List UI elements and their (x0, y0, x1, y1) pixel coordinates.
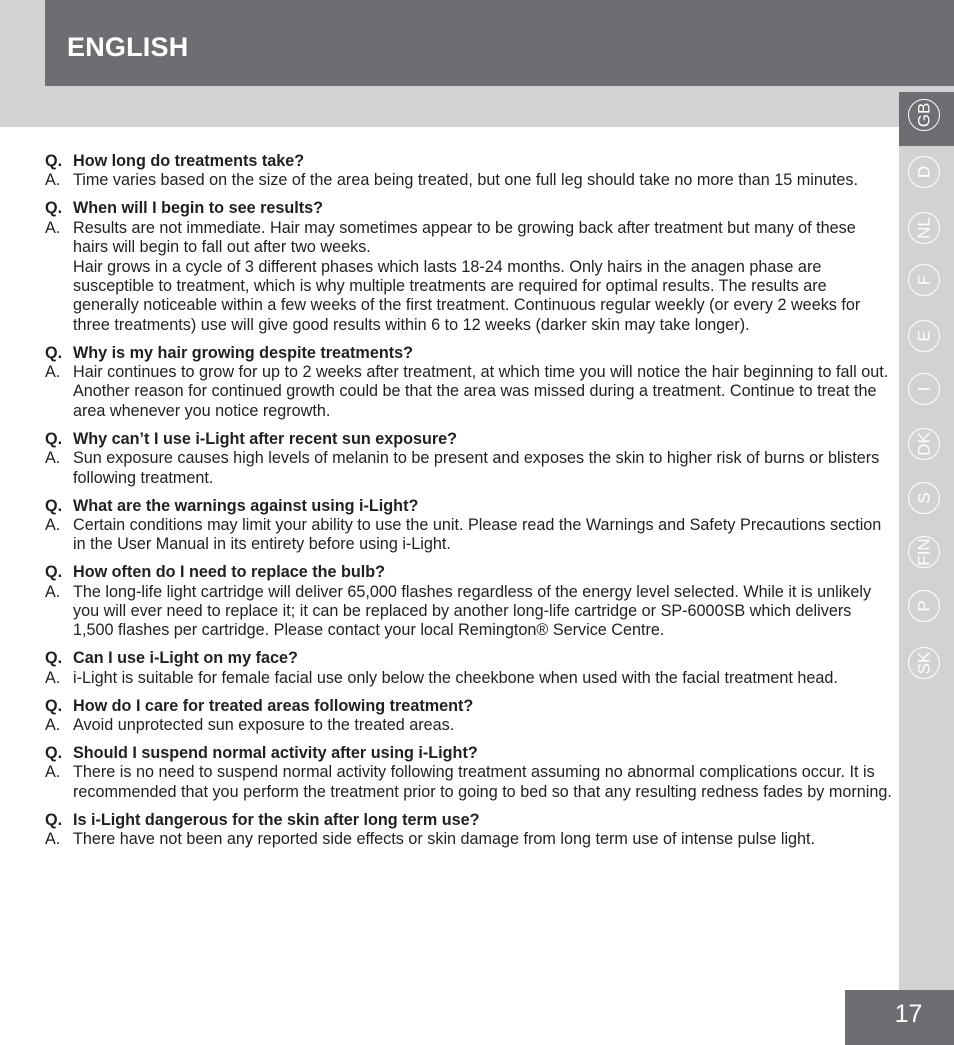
language-code: S (914, 492, 934, 504)
language-tab-sk[interactable] (908, 647, 940, 679)
faq-question (45, 497, 893, 516)
language-tab-i[interactable] (908, 373, 940, 405)
faq-item (45, 697, 893, 736)
language-tab-e[interactable] (908, 320, 940, 352)
language-code: I (914, 386, 934, 392)
question-label: Q. (45, 496, 63, 515)
faq-item (45, 430, 893, 488)
language-tab-gb[interactable] (908, 99, 940, 131)
faq-answer (45, 830, 893, 849)
faq-content (45, 152, 893, 858)
header-bar (45, 0, 954, 86)
answer-label: A. (45, 668, 61, 687)
faq-question (45, 744, 893, 763)
language-code: FIN (914, 538, 934, 566)
faq-answer (45, 763, 893, 802)
page-title: ENGLISH (67, 32, 189, 62)
faq-question (45, 199, 893, 218)
language-tab-s[interactable] (908, 482, 940, 514)
faq-item (45, 649, 893, 688)
answer-text: Hair grows in a cycle of 3 different phases which lasts 18-24 months. Only hairs in the anagen phase are susceptible to treatment, which is why multiple treatments are required for optimal results. The results are generally noticeable within a few weeks of the first treatment. Continuous regular weekly (or every 2 weeks for three treatments) use will give good results within 6 to 12 weeks (darker skin may take longer). (73, 257, 861, 334)
question-label: Q. (45, 152, 63, 170)
answer-text: Avoid unprotected sun exposure to the treated areas. (73, 716, 455, 735)
faq-answer (45, 449, 893, 488)
language-tab-dk[interactable] (908, 428, 940, 460)
answer-text: i-Light is suitable for female facial use only below the cheekbone when used with the facial treatment head. (73, 668, 838, 687)
question-label: Q. (45, 343, 63, 362)
answer-text: Hair continues to grow for up to 2 weeks after treatment, at which time you will notice the hair beginning to fall out. Another reason for continued growth could be that the area was missed during a treatment. Continue to treat the area whenever you notice regrowth. (73, 363, 889, 420)
answer-label: A. (45, 171, 61, 190)
answer-text: The long-life light cartridge will deliver 65,000 flashes regardless of the energy level selected. While it is unlikely you will ever need to replace it; it can be replaced by another long-life cartridge or SP-6000SB which delivers 1,500 flashes per cartridge. Please contact your local Remington® Service Centre. (73, 582, 872, 640)
language-tab-f[interactable] (908, 264, 940, 296)
faq-answer (45, 219, 893, 335)
language-code: DK (914, 432, 934, 456)
question-label: Q. (45, 810, 63, 829)
language-tab-d[interactable] (908, 156, 940, 188)
question-text: How often do I need to replace the bulb? (73, 563, 386, 582)
faq-question (45, 152, 893, 171)
question-text: Should I suspend normal activity after using i-Light? (73, 743, 478, 762)
faq-question (45, 563, 893, 582)
language-code: P (914, 600, 934, 612)
answer-text: There is no need to suspend normal activity following treatment assuming no abnormal complications occur. It is recommended that you perform the treatment prior to going to bed so that any resulting redness fades by morning. (73, 763, 892, 801)
page-number-box (845, 990, 954, 1045)
language-tab-fin[interactable] (908, 536, 940, 568)
question-text: Why is my hair growing despite treatments? (73, 343, 414, 362)
answer-text: Certain conditions may limit your ability to use the unit. Please read the Warnings and Safety Precautions section in the User Manual in its entirety before using i-Light. (73, 515, 882, 554)
question-text: How long do treatments take? (73, 152, 305, 170)
language-tab-p[interactable] (908, 590, 940, 622)
question-text: When will I begin to see results? (73, 199, 324, 218)
question-label: Q. (45, 743, 63, 762)
faq-item (45, 199, 893, 335)
question-label: Q. (45, 696, 63, 715)
faq-question (45, 344, 893, 363)
question-label: Q. (45, 199, 63, 218)
faq-answer (45, 716, 893, 735)
answer-label: A. (45, 582, 61, 601)
language-code: NL (914, 217, 934, 239)
question-label: Q. (45, 563, 63, 582)
answer-text: Results are not immediate. Hair may sometimes appear to be growing back after treatment but many of these hairs will begin to fall out after two weeks. (73, 218, 856, 257)
faq-answer (45, 669, 893, 688)
faq-question (45, 697, 893, 716)
language-code: GB (914, 102, 934, 128)
faq-item (45, 563, 893, 641)
language-tab-nl[interactable] (908, 212, 940, 244)
faq-answer (45, 363, 893, 421)
faq-question (45, 811, 893, 830)
answer-text: There have not been any reported side effects or skin damage from long term use of intense pulse light. (73, 830, 816, 849)
page-number: 17 (894, 1000, 923, 1028)
answer-label: A. (45, 763, 61, 782)
answer-text: Time varies based on the size of the area being treated, but one full leg should take no more than 15 minutes. (73, 171, 858, 190)
language-code: F (914, 274, 934, 286)
answer-label: A. (45, 515, 61, 534)
faq-answer (45, 583, 893, 641)
question-label: Q. (45, 649, 63, 668)
question-text: What are the warnings against using i-Light? (73, 496, 419, 515)
answer-label: A. (45, 363, 61, 382)
question-text: Is i-Light dangerous for the skin after long term use? (73, 810, 480, 829)
language-code: SK (914, 651, 934, 675)
faq-question (45, 649, 893, 668)
language-code: D (914, 165, 934, 179)
faq-answer (45, 171, 893, 190)
answer-text: Sun exposure causes high levels of melanin to be present and exposes the skin to higher risk of burns or blisters following treatment. (73, 449, 880, 487)
question-text: Why can’t I use i-Light after recent sun exposure? (73, 429, 458, 448)
question-text: Can I use i-Light on my face? (73, 649, 298, 668)
faq-item (45, 744, 893, 802)
answer-label: A. (45, 218, 61, 237)
faq-question (45, 430, 893, 449)
question-text: How do I care for treated areas following treatment? (73, 696, 474, 715)
answer-label: A. (45, 716, 61, 735)
faq-answer (45, 516, 893, 555)
answer-label: A. (45, 449, 61, 468)
faq-item (45, 344, 893, 422)
answer-label: A. (45, 830, 61, 849)
faq-item (45, 497, 893, 555)
faq-item (45, 811, 893, 850)
question-label: Q. (45, 429, 63, 448)
language-code: E (914, 330, 934, 342)
faq-item (45, 152, 893, 191)
